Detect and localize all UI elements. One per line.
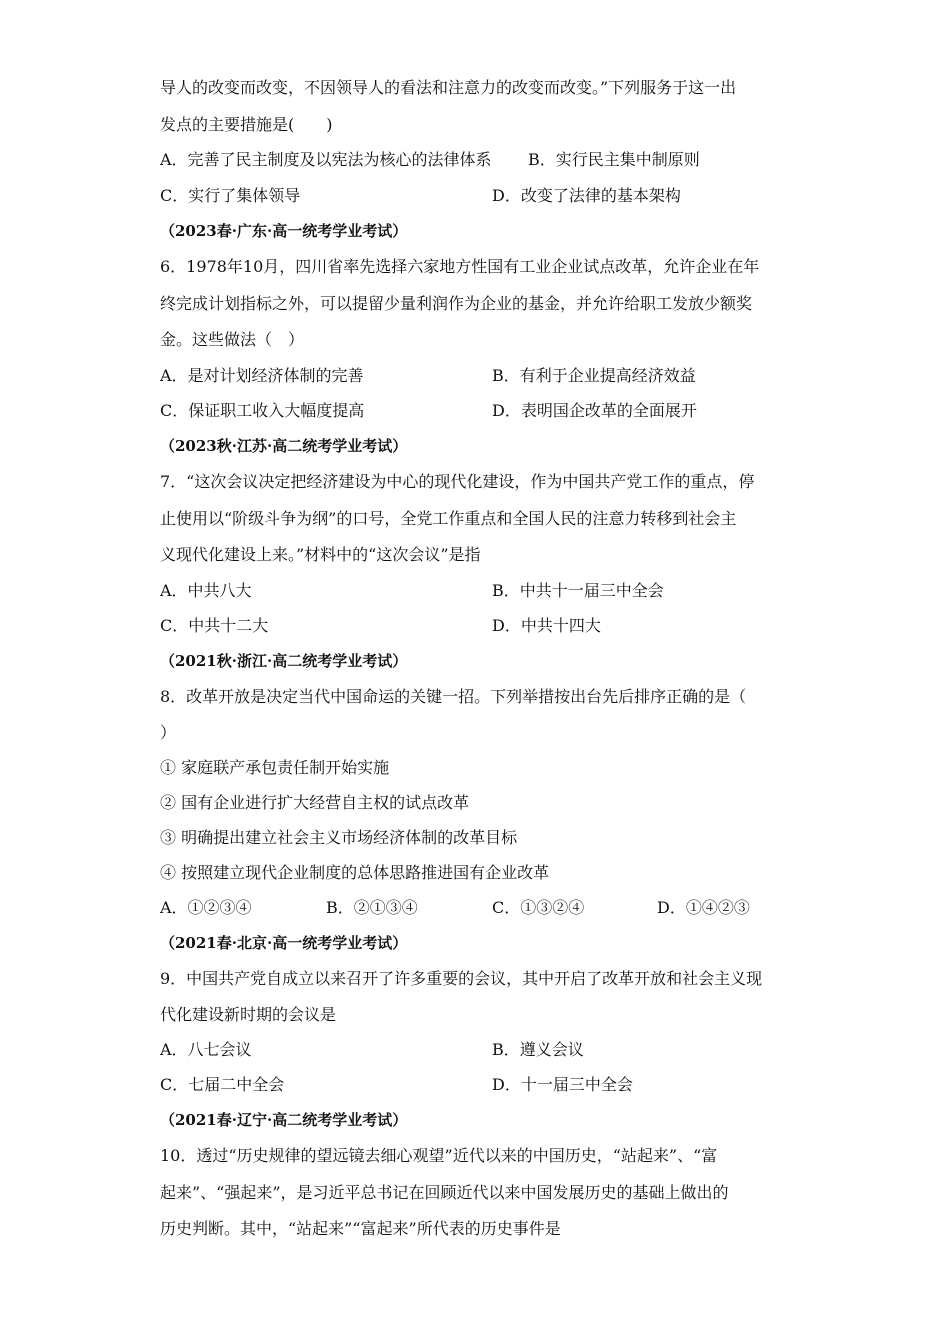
question-6-text-line: 6．1978年10月，四川省率先选择六家地方性国有工业企业试点改革，允许企业在年 xyxy=(160,257,760,276)
question-7-option-c: C．中共十二大 xyxy=(160,616,269,635)
question-7-source: （2023秋·江苏·高二统考学业考试） xyxy=(160,437,408,455)
question-7-option-d: D．中共十四大 xyxy=(492,616,601,635)
question-7-option-a: A．中共八大 xyxy=(160,581,252,600)
question-8-text-line: ） xyxy=(160,723,177,742)
question-9-option-b: B．遵义会议 xyxy=(492,1040,584,1059)
question-6-text-line: 金。这些做法（ ） xyxy=(160,330,305,349)
question-10-text-line: 起来”、“强起来”，是习近平总书记在回顾近代以来中国发展历史的基础上做出的 xyxy=(160,1183,729,1202)
question-8-source: （2021秋·浙江·高二统考学业考试） xyxy=(160,652,408,670)
question-6-option-b: B．有利于企业提高经济效益 xyxy=(492,366,696,385)
question-9-option-a: A．八七会议 xyxy=(160,1040,252,1059)
question-6-option-c: C．保证职工收入大幅度提高 xyxy=(160,401,365,420)
question-5-text-line: 导人的改变而改变，不因领导人的看法和注意力的改变而改变。”下列服务于这一出 xyxy=(160,78,737,97)
question-5-option-b: B．实行民主集中制原则 xyxy=(528,150,700,169)
question-7-text-line: 7．“这次会议决定把经济建设为中心的现代化建设，作为中国共产党工作的重点，停 xyxy=(160,472,755,491)
question-9-text-line: 代化建设新时期的会议是 xyxy=(160,1005,337,1024)
question-10-text-line: 10．透过“历史规律的望远镜去细心观望”近代以来的中国历史，“站起来”、“富 xyxy=(160,1146,718,1165)
question-6-option-a: A．是对计划经济体制的完善 xyxy=(160,366,364,385)
question-8-statement: ④ 按照建立现代企业制度的总体思路推进国有企业改革 xyxy=(160,863,550,882)
question-10-source: （2021春·辽宁·高二统考学业考试） xyxy=(160,1111,408,1129)
question-8-statement: ③ 明确提出建立社会主义市场经济体制的改革目标 xyxy=(160,828,518,847)
question-7-option-b: B．中共十一届三中全会 xyxy=(492,581,664,600)
question-9-option-d: D．十一届三中全会 xyxy=(492,1075,633,1094)
question-6-text-line: 终完成计划指标之外，可以提留少量利润作为企业的基金，并允许给职工发放少额奖 xyxy=(160,294,753,313)
question-6-option-d: D．表明国企改革的全面展开 xyxy=(492,401,697,420)
question-8-option-d: D．①④②③ xyxy=(657,898,750,917)
question-5-option-d: D．改变了法律的基本架构 xyxy=(492,186,681,205)
question-8-option-c: C．①③②④ xyxy=(492,898,585,917)
question-10-text-line: 历史判断。其中，“站起来”“富起来”所代表的历史事件是 xyxy=(160,1219,561,1238)
question-9-text-line: 9．中国共产党自成立以来召开了许多重要的会议，其中开启了改革开放和社会主义现 xyxy=(160,969,763,988)
question-5-option-a: A．完善了民主制度及以宪法为核心的法律体系 xyxy=(160,150,492,169)
question-8-option-b: B．②①③④ xyxy=(326,898,418,917)
question-8-statement: ② 国有企业进行扩大经营自主权的试点改革 xyxy=(160,793,470,812)
question-9-option-c: C．七届二中全会 xyxy=(160,1075,285,1094)
question-8-text-line: 8．改革开放是决定当代中国命运的关键一招。下列举措按出台先后排序正确的是（ xyxy=(160,687,747,706)
question-8-statement: ① 家庭联产承包责任制开始实施 xyxy=(160,758,390,777)
question-7-text-line: 止使用以“阶级斗争为纲”的口号，全党工作重点和全国人民的注意力转移到社会主 xyxy=(160,509,737,528)
question-5-option-c: C．实行了集体领导 xyxy=(160,186,301,205)
question-8-option-a: A．①②③④ xyxy=(160,898,252,917)
question-6-source: （2023春·广东·高一统考学业考试） xyxy=(160,222,408,240)
question-5-text-line: 发点的主要措施是( ) xyxy=(160,115,333,134)
question-9-source: （2021春·北京·高一统考学业考试） xyxy=(160,934,408,952)
question-7-text-line: 义现代化建设上来。”材料中的“这次会议”是指 xyxy=(160,545,481,564)
